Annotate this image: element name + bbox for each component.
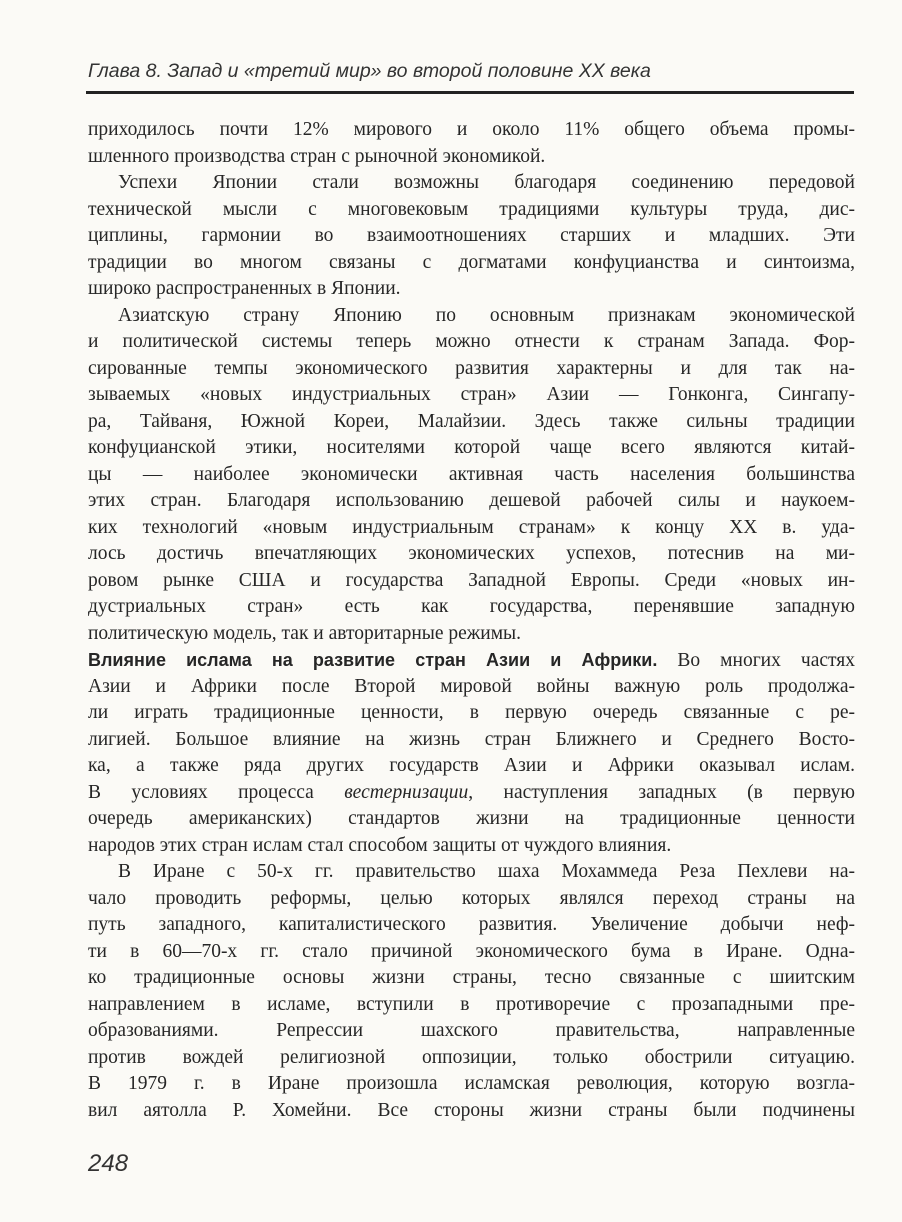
line-text: этих стран. Благодаря использованию дешевой рабочей силы и наукоем- (88, 490, 855, 511)
line-text: ра, Тайваня, Южной Кореи, Малайзии. Здесь также сильны традиции (88, 410, 855, 432)
line-text: шленного производства стран с рыночной экономикой. (88, 145, 546, 167)
line-text: традиции во многом связаны с догматами конфуцианства и синтоизма, (88, 251, 855, 273)
text-line (88, 1018, 855, 1045)
line-text: очередь американских) стандартов жизни на традиционные ценности (88, 808, 855, 829)
text-line (88, 621, 855, 648)
text-line (88, 435, 855, 462)
paragraph (88, 859, 855, 1124)
running-header: Глава 8. Запад и «третий мир» во второй половине XX века (88, 60, 651, 82)
text-line (88, 674, 855, 701)
text-line (88, 409, 855, 436)
line-text: конфуцианской этики, носителями которой чаще всего являются китай- (88, 437, 855, 458)
section-heading: Влияние ислама на развитие стран Азии и Африки. (88, 650, 658, 670)
text-line (88, 144, 855, 171)
text-line (88, 594, 855, 621)
text-line (88, 1071, 855, 1098)
text-line (88, 992, 855, 1019)
text-line (88, 886, 855, 913)
line-text: ровом рынке США и государства Западной Европы. Среди «новых ин- (88, 569, 855, 591)
text-line (88, 382, 855, 409)
line-text: В 1979 г. в Иране произошла исламская революция, которую возгла- (88, 1073, 855, 1094)
text-line (88, 833, 855, 860)
text-line (88, 329, 855, 356)
line-text: и политической системы теперь можно отнести к странам Запада. Фор- (88, 331, 855, 352)
text-line (88, 303, 855, 330)
line-text: путь западного, капиталистического развития. Увеличение добычи неф- (88, 914, 855, 935)
text-line (88, 1045, 855, 1072)
line-text: зываемых «новых индустриальных стран» Азии — Гонконга, Сингапу- (88, 384, 855, 405)
line-text: цы — наиболее экономически активная часть населения большинства (88, 463, 855, 485)
line-text: политическую модель, так и авторитарные режимы. (88, 622, 522, 644)
text-line (88, 1098, 855, 1125)
page-number: 248 (88, 1150, 129, 1177)
line-text: В Иране с 50-х гг. правительство шаха Мохаммеда Реза Пехлеви на- (118, 861, 855, 882)
text-line (88, 541, 855, 568)
line-text: ких технологий «новым индустриальным странам» к концу XX в. уда- (88, 516, 855, 538)
line-text: Во многих частях (657, 650, 855, 671)
body-text (88, 117, 855, 1124)
line-text: приходилось почти 12% мирового и около 11% общего объема промы- (88, 119, 855, 140)
line-text: ко традиционные основы жизни страны, тесно связанные с шиитским (88, 967, 855, 988)
text-line (88, 753, 855, 780)
text-line (88, 462, 855, 489)
line-text: образованиями. Репрессии шахского правительства, направленные (88, 1020, 855, 1041)
text-segment: В условиях процесса (88, 781, 345, 803)
text-line (88, 515, 855, 542)
text-line (88, 965, 855, 992)
section-paragraph (88, 647, 855, 859)
line-text: дустриальных стран» есть как государства, перенявшие западную (88, 596, 855, 617)
paragraph (88, 303, 855, 648)
text-line (88, 250, 855, 277)
paragraph (88, 117, 855, 170)
text-line (88, 912, 855, 939)
line-text: ти в 60—70-х гг. стало причиной экономического бума в Иране. Одна- (88, 940, 855, 962)
text-line (88, 859, 855, 886)
line-text: широко распространенных в Японии. (88, 278, 401, 299)
line-text: технической мысли с многовековым традициями культуры труда, дис- (88, 198, 855, 220)
line-text: чало проводить реформы, целью которых являлся переход страны на (88, 887, 855, 909)
line-text: сированные темпы экономического развития характерны и для так на- (88, 357, 855, 379)
text-line (88, 780, 855, 807)
line-text: циплины, гармонии во взаимоотношениях старших и младших. Эти (88, 225, 855, 246)
line-text: направлением в исламе, вступили в противоречие с прозападными пре- (88, 993, 855, 1015)
text-line (88, 568, 855, 595)
line-text: лось достичь впечатляющих экономических успехов, потеснив на ми- (88, 543, 855, 564)
text-line (88, 223, 855, 250)
text-line (88, 117, 855, 144)
text-line (88, 488, 855, 515)
line-text: вил аятолла Р. Хомейни. Все стороны жизни страны были подчинены (88, 1099, 855, 1121)
text-segment: , наступления западных (в первую (468, 781, 855, 803)
line-text: Азии и Африки после Второй мировой войны важную роль продолжа- (88, 675, 855, 697)
paragraph (88, 170, 855, 303)
line-text: народов этих стран ислам стал способом защиты от чуждого влияния. (88, 834, 672, 856)
text-line (88, 700, 855, 727)
line-text: ка, а также ряда других государств Азии и Африки оказывал ислам. (88, 755, 855, 776)
line-text: против вождей религиозной оппозиции, только обострили ситуацию. (88, 1046, 855, 1068)
line-text: лигией. Большое влияние на жизнь стран Ближнего и Среднего Восто- (88, 728, 855, 750)
text-line (88, 276, 855, 303)
line-text: Успехи Японии стали возможны благодаря соединению передовой (118, 172, 855, 193)
text-line (88, 356, 855, 383)
text-line (88, 647, 855, 674)
line-text: ли играть традиционные ценности, в первую очередь связанные с ре- (88, 702, 855, 723)
text-line (88, 170, 855, 197)
text-line (88, 939, 855, 966)
line-text: Азиатскую страну Японию по основным признакам экономической (118, 304, 855, 326)
italic-term: вестернизации (344, 781, 469, 803)
text-line (88, 727, 855, 754)
header-rule (86, 91, 854, 94)
text-line (88, 806, 855, 833)
text-line (88, 197, 855, 224)
